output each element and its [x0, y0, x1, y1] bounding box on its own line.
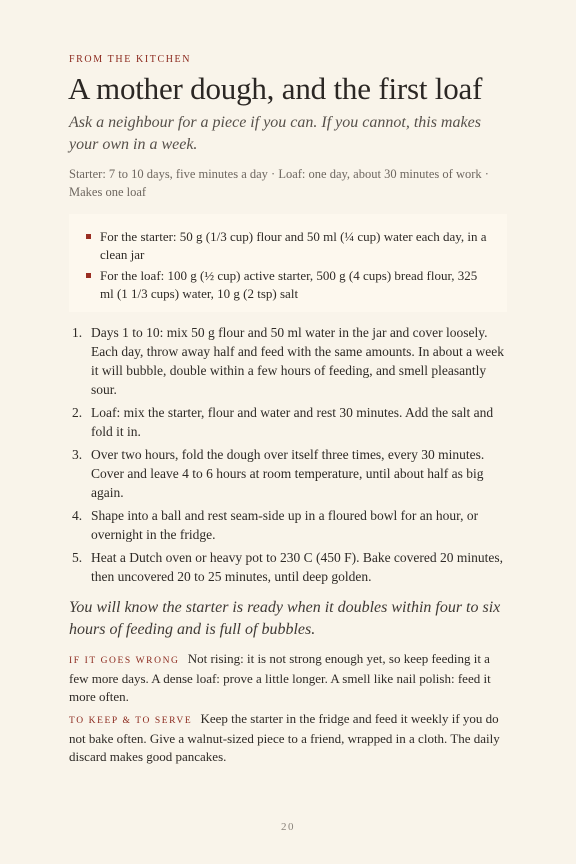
tip-troubleshooting: [69, 650, 507, 706]
method-steps: [69, 323, 509, 590]
step-number: 2.: [72, 405, 83, 420]
tip-storage: [69, 710, 507, 766]
ingredients-list: [100, 228, 490, 306]
step-number: 3.: [72, 447, 83, 462]
tip-label: TO KEEP & TO SERVE: [69, 716, 193, 726]
square-bullet-icon: [86, 273, 91, 278]
step-item: [69, 323, 509, 399]
ingredient-item: [100, 267, 490, 303]
recipe-meta: Starter: 7 to 10 days, five minutes a day · Loaf: one day, about 30 minutes of work · Makes one loaf: [69, 167, 489, 199]
section-kicker: FROM THE KITCHEN: [69, 54, 192, 65]
tip-text: Not rising: it is not strong enough yet, so keep feeding it a few more days. A dense loaf: prove a little longer. A smell like nail polish: feed it more often.: [69, 651, 491, 704]
page-number: 20: [281, 821, 295, 833]
tip-label: IF IT GOES WRONG: [69, 656, 180, 666]
step-item: [69, 445, 509, 502]
page-subtitle: Ask a neighbour for a piece if you can. If you cannot, this makes your own in a week.: [69, 114, 481, 153]
ingredient-text: For the starter: 50 g (1/3 cup) flour and 50 ml (¼ cup) water each day, in a clean jar: [100, 229, 487, 262]
ingredient-item: [100, 228, 490, 264]
square-bullet-icon: [86, 234, 91, 239]
step-item: [69, 403, 509, 441]
step-text: Days 1 to 10: mix 50 g flour and 50 ml water in the jar and cover loosely. Each day, throw away half and feed with the same amounts. In about a week it will bubble, double within a few hours of feeding, and smell pleasantly sour.: [91, 325, 504, 397]
step-text: Over two hours, fold the dough over itself three times, every 30 minutes. Cover and leave 4 to 6 hours at room temperature, until about half as big again.: [91, 447, 485, 500]
step-text: Heat a Dutch oven or heavy pot to 230 C (450 F). Bake covered 20 minutes, then uncovered 20 to 25 minutes, until deep golden.: [91, 550, 504, 584]
tip-text: Keep the starter in the fridge and feed it weekly if you do not bake often. Give a walnut-sized piece to a friend, wrapped in a cloth. The daily discard makes good pancakes.: [69, 711, 500, 764]
step-number: 5.: [72, 550, 83, 565]
step-number: 4.: [72, 508, 83, 523]
step-text: Shape into a ball and rest seam-side up in a floured bowl for an hour, or overnight in the fridge.: [91, 508, 479, 542]
step-item: [69, 548, 509, 586]
page-title: A mother dough, and the first loaf: [68, 71, 483, 106]
ingredient-text: For the loaf: 100 g (½ cup) active starter, 500 g (4 cups) bread flour, 325 ml (1 1/3 cups) water, 10 g (2 tsp) salt: [100, 268, 478, 301]
step-number: 1.: [72, 325, 83, 340]
step-text: Loaf: mix the starter, flour and water and rest 30 minutes. Add the salt and fold it in.: [91, 405, 494, 439]
ingredients-panel: [69, 214, 507, 312]
readiness-note: You will know the starter is ready when it doubles within four to six hours of feeding and is full of bubbles.: [69, 599, 501, 638]
step-item: [69, 506, 509, 544]
